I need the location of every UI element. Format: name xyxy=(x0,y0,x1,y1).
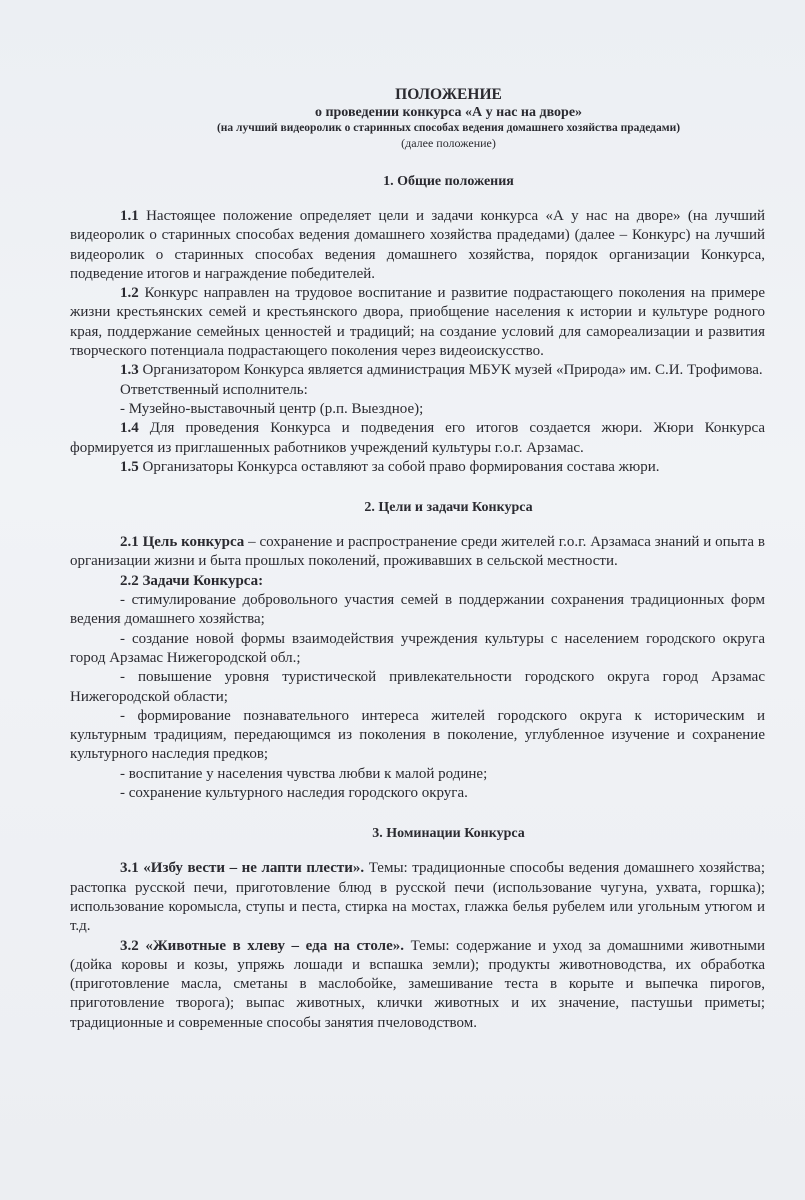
paragraph-3-2 xyxy=(70,937,765,1033)
paragraph-2-1 xyxy=(70,533,765,572)
section-1-body xyxy=(70,207,765,477)
paragraph-1-3 xyxy=(70,361,765,380)
paragraph-1-5 xyxy=(70,458,765,477)
section-2-heading: 2. Цели и задачи Конкурса xyxy=(364,500,533,516)
task-item: - сохранение культурного наследия городского округа. xyxy=(120,785,468,802)
task-item: - стимулирование добровольного участия семей в поддержании сохранения традиционных форм ведения домашнего хозяйства; xyxy=(70,592,765,628)
paragraph-text: Конкурс направлен на трудовое воспитание и развитие подрастающего поколения на примере жизни крестьянских семей и крестьянского двора, приобщение населения к истории и культуре родного края, поддержание семейных ценностей и традиций; на создание условий для самореализации и развития творческого потенциала подрастающего поколения через видеоискусство. xyxy=(70,285,766,360)
paragraph-number: 1.4 xyxy=(120,420,139,437)
paragraph-number: 1.3 xyxy=(120,362,139,379)
nomination-title: 3.1 «Избу вести – не лапти плести». xyxy=(120,860,365,877)
paragraph-number: 1.2 xyxy=(120,285,139,302)
section-3-body xyxy=(70,859,765,1033)
document-title: ПОЛОЖЕНИЕ xyxy=(395,86,502,103)
document-header xyxy=(132,86,765,151)
paragraph-number: 1.5 xyxy=(120,458,139,475)
task-item: - воспитание у населения чувства любви к малой родине; xyxy=(120,765,488,782)
paragraph-text: Для проведения Конкурса и подведения его итогов создается жюри. Жюри Конкурса формируется из приглашенных работников учреждений культуры г.о.г. Арзамас. xyxy=(70,420,765,456)
paragraph-text: Организаторы Конкурса оставляют за собой право формирования состава жюри. xyxy=(142,458,660,475)
section-3-heading: 3. Номинации Конкурса xyxy=(372,826,525,842)
task-item: - формирование познавательного интереса жителей городского округа к историческим и культурным традициям, передающимся из поколения в поколение, углубленное изучение и сохранение культурного наследия предков; xyxy=(70,707,765,763)
task-item: - повышение уровня туристической привлекательности городского округа город Арзамас Нижегородской области; xyxy=(70,669,765,705)
paragraph-number: 2.1 Цель конкурса xyxy=(120,534,245,551)
responsible-entity: - Музейно-выставочный центр (р.п. Выездное); xyxy=(120,400,424,417)
paragraph-number: 1.1 xyxy=(120,208,139,224)
section-2-body xyxy=(70,533,765,803)
paragraph-text: Темы: содержание и уход за домашними животными (дойка коровы и козы, упряжь лошади и вспашка земли); продукты животноводства, их обработка (приготовление масла, сметаны в маслобойке, замешивание теста в корыте и выпечка пирогов, приготовление творога); выпас животных, клички животных и их значение, пастушьи приметы; традиционные и современные способы занятия пчеловодством. xyxy=(70,937,765,1031)
document-subtitle-abbr: (далее положение) xyxy=(401,136,496,150)
paragraph-1-2 xyxy=(70,284,765,361)
nomination-title: 3.2 «Животные в хлеву – еда на столе». xyxy=(120,937,404,954)
paragraph-2-2 xyxy=(70,572,765,591)
paragraph-3-1 xyxy=(70,859,765,936)
paragraph-text: Темы: традиционные способы ведения домашнего хозяйства; растопка русской печи, приготовление блюд в русской печи (использование чугуна, ухвата, горшка); использование коромысла, ступы и песта, стирка на мостах, глажка белья рубелем или угольным утюгом и т.д. xyxy=(70,860,765,935)
tasks-label: 2.2 Задачи Конкурса: xyxy=(120,572,264,589)
paragraph-text: Организатором Конкурса является администрация МБУК музей «Природа» им. С.И. Трофимова. xyxy=(142,362,763,379)
paragraph-1-1 xyxy=(70,207,765,284)
section-1-heading: 1. Общие положения xyxy=(383,174,514,189)
task-item: - создание новой формы взаимодействия учреждения культуры с населением городского округа город Арзамас Нижегородской обл.; xyxy=(70,630,765,666)
paragraph-1-4 xyxy=(70,419,765,458)
document-subtitle: о проведении конкурса «А у нас на дворе» xyxy=(314,105,583,120)
paragraph-text: Настоящее положение определяет цели и задачи конкурса «А у нас на дворе» (на лучший видеоролик о старинных способах ведения домашнего хозяйства прадедами) (далее – Конкурс) на лучший видеоролик о старинных способах ведения домашнего хозяйства, порядок организации Конкурса, подведение итогов и награждение победителей. xyxy=(70,208,765,282)
responsible-label: Ответственный исполнитель: xyxy=(120,381,308,398)
document-subtitle-note: (на лучший видеоролик о старинных способах ведения домашнего хозяйства прадедами) xyxy=(216,122,681,134)
paragraph-text: – сохранение и распространение среди жителей г.о.г. Арзамаса знаний и опыта в организации жизни и быта прошлых поколений, проживавших в сельской местности. xyxy=(70,534,765,570)
